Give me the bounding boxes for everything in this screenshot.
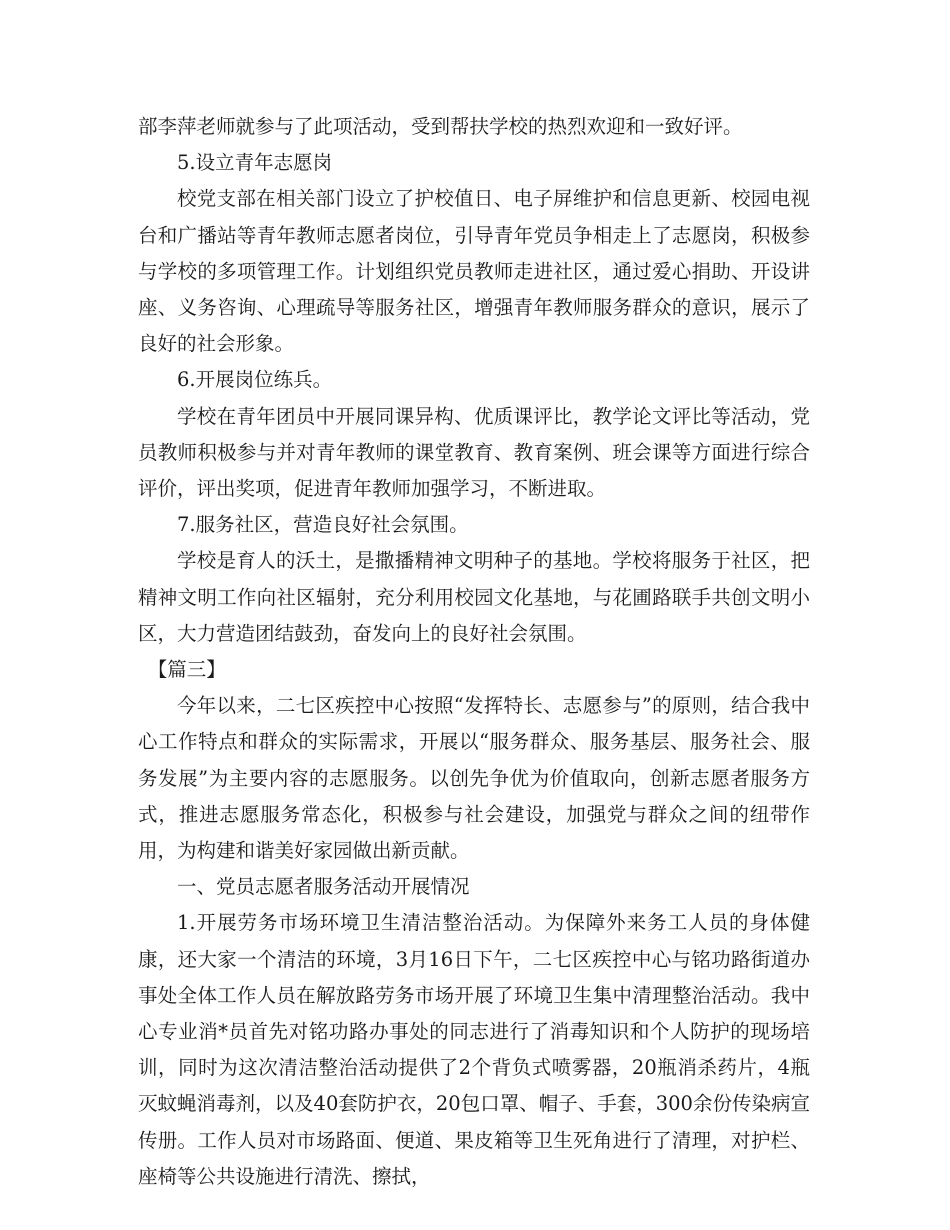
section-heading-5: 5.设立青年志愿岗	[177, 151, 333, 175]
paragraph-intro-cdc: 今年以来，二七区疾控中心按照“发挥特长、志愿参与”的原则，结合我中心工作特点和群众的实际需求，开展以“服务群众、服务基层、服务社会、服务发展”为主要内容的志愿服务。以创先争优为价值取向，创新志愿者服务方式，推进志愿服务常态化，积极参与社会建设，加强党与群众之间的纽带作用，为构建和谐美好家园做出新贡献。	[138, 694, 810, 863]
paragraph-continuation: 部李萍老师就参与了此项活动，受到帮扶学校的热烈欢迎和一致好评。	[138, 115, 743, 138]
chapter-heading: 【篇三】	[147, 658, 226, 682]
paragraph-volunteer-posts: 校党支部在相关部门设立了护校值日、电子屏维护和信息更新、校园电视台和广播站等青年教师志愿者岗位，引导青年党员争相走上了志愿岗，积极参与学校的多项管理工作。计划组织党员教师走进社区，通过爱心捐助、开设讲座、义务咨询、心理疏导等服务社区，增强青年教师服务群众的意识，展示了良好的社会形象。	[138, 187, 810, 356]
section-heading-6: 6.开展岗位练兵。	[177, 368, 333, 392]
section-heading-7: 7.服务社区，营造良好社会氛围。	[177, 513, 469, 537]
subheading-party-volunteers: 一、党员志愿者服务活动开展情况	[177, 875, 470, 899]
paragraph-labor-market-cleanup: 1.开展劳务市场环境卫生清洁整治活动。为保障外来务工人员的身体健康，还大家一个清洁的环境，3月16日下午，二七区疾控中心与铭功路街道办事处全体工作人员在解放路劳务市场开展了环境卫生集中清理整治活动。我中心专业消*员首先对铭功路办事处的同志进行了消毒知识和个人防护的现场培训，同时为这次清洁整治活动提供了2个背负式喷雾器，20瓶消杀药片，4瓶灭蚊蝇消毒剂，以及40套防护衣，20包口罩、帽子、手套，300余份传染病宣传册。工作人员对市场路面、便道、果皮箱等卫生死角进行了清理，对护栏、座椅等公共设施进行清洗、擦拭，	[138, 911, 810, 1188]
paragraph-community-service: 学校是育人的沃土，是撒播精神文明种子的基地。学校将服务于社区，把精神文明工作向社区辐射，充分利用校园文化基地，与花圃路联手共创文明小区，大力营造团结鼓劲，奋发向上的良好社会氛围。	[138, 549, 810, 645]
document-body	[138, 109, 810, 1195]
paragraph-job-training: 学校在青年团员中开展同课异构、优质课评比，教学论文评比等活动，党员教师积极参与并对青年教师的课堂教育、教育案例、班会课等方面进行综合评价，评出奖项，促进青年教师加强学习，不断进取。	[138, 404, 810, 501]
